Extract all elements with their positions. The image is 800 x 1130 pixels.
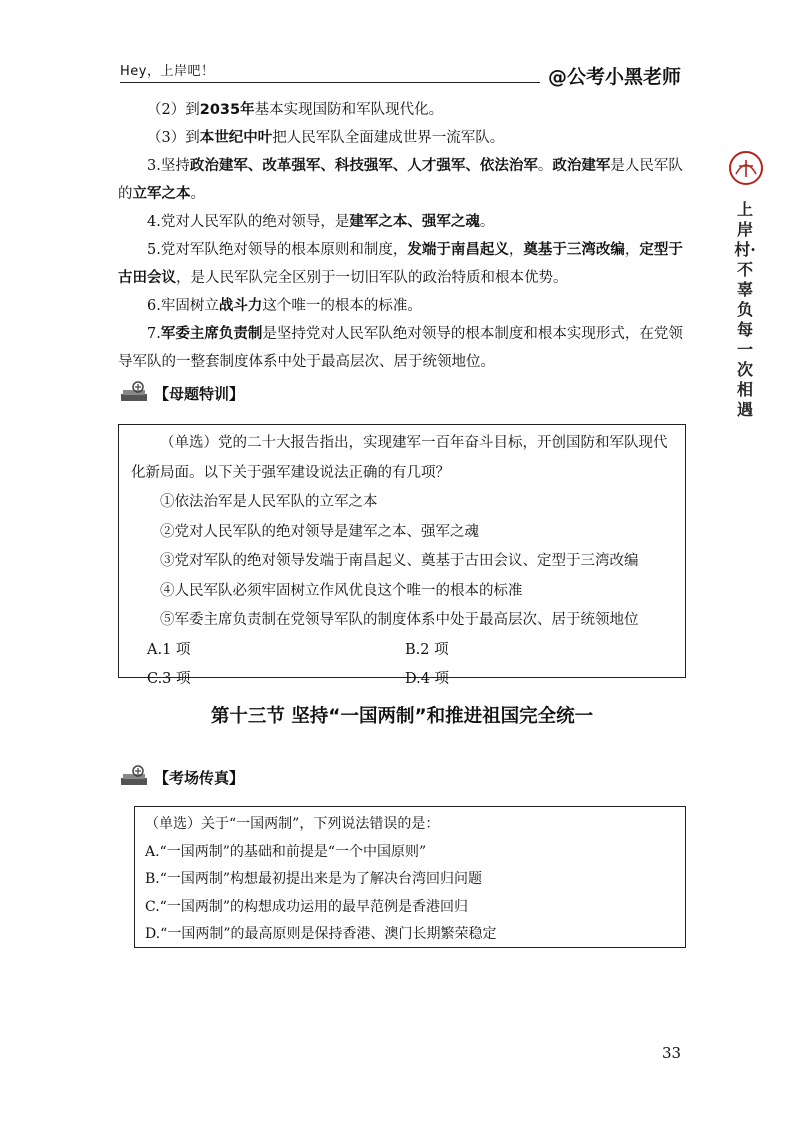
question-box-exam [134,806,686,948]
option-d: D.4 项 [405,671,450,687]
question-stem: （单选）关于“一国两制”，下列说法错误的是： [145,816,440,832]
options-row [131,636,673,666]
body-text [118,96,686,376]
statement-item: ④人民军队必须牢固树立作风优良这个唯一的根本的标准 [160,582,523,599]
page-number: 33 [662,1044,682,1062]
exam-heading-label: 【考场传真】 [154,768,245,787]
shangancun-logo-icon [728,150,764,186]
option-a: A.“一国两制”的基础和前提是“一个中国原则” [145,843,427,860]
statement-item: ③党对军队的绝对领导发端于南昌起义、奠基于古田会议、定型于三湾改编 [160,553,639,569]
options-row [131,665,673,695]
book-stack-icon [118,765,152,789]
option-a: A.1 项 [147,641,191,658]
option-c: C.3 项 [147,671,191,687]
paragraph-goal-century: （3）到本世纪中叶把人民军队全面建成世界一流军队。 [147,130,505,146]
sidebar-vertical-slogan: 上岸村·不辜负每一次相遇 [734,200,756,419]
header-author: @公考小黑老师 [548,66,682,88]
option-c: C.“一国两制”的构想成功运用的最早范例是香港回归 [145,898,468,915]
statement-item: ②党对人民军队的绝对领导是建军之本、强军之魂 [160,523,479,540]
book-stack-icon [118,381,152,405]
header-slogan: Hey，上岸吧！ [120,64,215,79]
training-heading [118,380,244,406]
option-d: D.“一国两制”的最高原则是保持香港、澳门长期繁荣稳定 [145,926,497,942]
question-box-training [118,424,686,687]
option-b: B.“一国两制”构想最初提出来是为了解决台湾回归问题 [145,871,483,887]
header-rule [120,82,540,83]
training-heading-label: 【母题特训】 [154,384,245,403]
statement-item: ①依法治军是人民军队的立军之本 [160,494,378,510]
paragraph-point-5: 5.党对军队绝对领导的根本原则和制度，发端于南昌起义，奠基于三湾改编，定型于古田会议，是人民军队完全区别于一切旧军队的政治特质和根本优势。 [118,242,683,286]
paragraph-goal-2035: （2）到2035年基本实现国防和军队现代化。 [147,102,444,118]
option-b: B.2 项 [405,641,449,658]
paragraph-point-4: 4.党对人民军队的绝对领导，是建军之本、强军之魂。 [147,214,495,230]
section-title: 第十三节 坚持“一国两制”和推进祖国完全统一 [210,706,594,727]
exam-heading [118,764,244,790]
paragraph-point-3: 3.坚持政治建军、改革强军、科技强军、人才强军、依法治军。政治建军是人民军队的立军之本。 [118,158,683,202]
statement-item: ⑤军委主席负责制在党领导军队的制度体系中处于最高层次、居于统领地位 [160,612,639,628]
paragraph-point-6: 6.牢固树立战斗力这个唯一的根本的标准。 [147,298,422,314]
paragraph-point-7: 7.军委主席负责制是坚持党对人民军队绝对领导的根本制度和根本实现形式，在党领导军队的一整套制度体系中处于最高层次、居于统领地位。 [118,326,683,370]
question-stem: （单选）党的二十大报告指出，实现建军一百年奋斗目标，开创国防和军队现代化新局面。以下关于强军建设说法正确的有几项？ [131,435,668,481]
